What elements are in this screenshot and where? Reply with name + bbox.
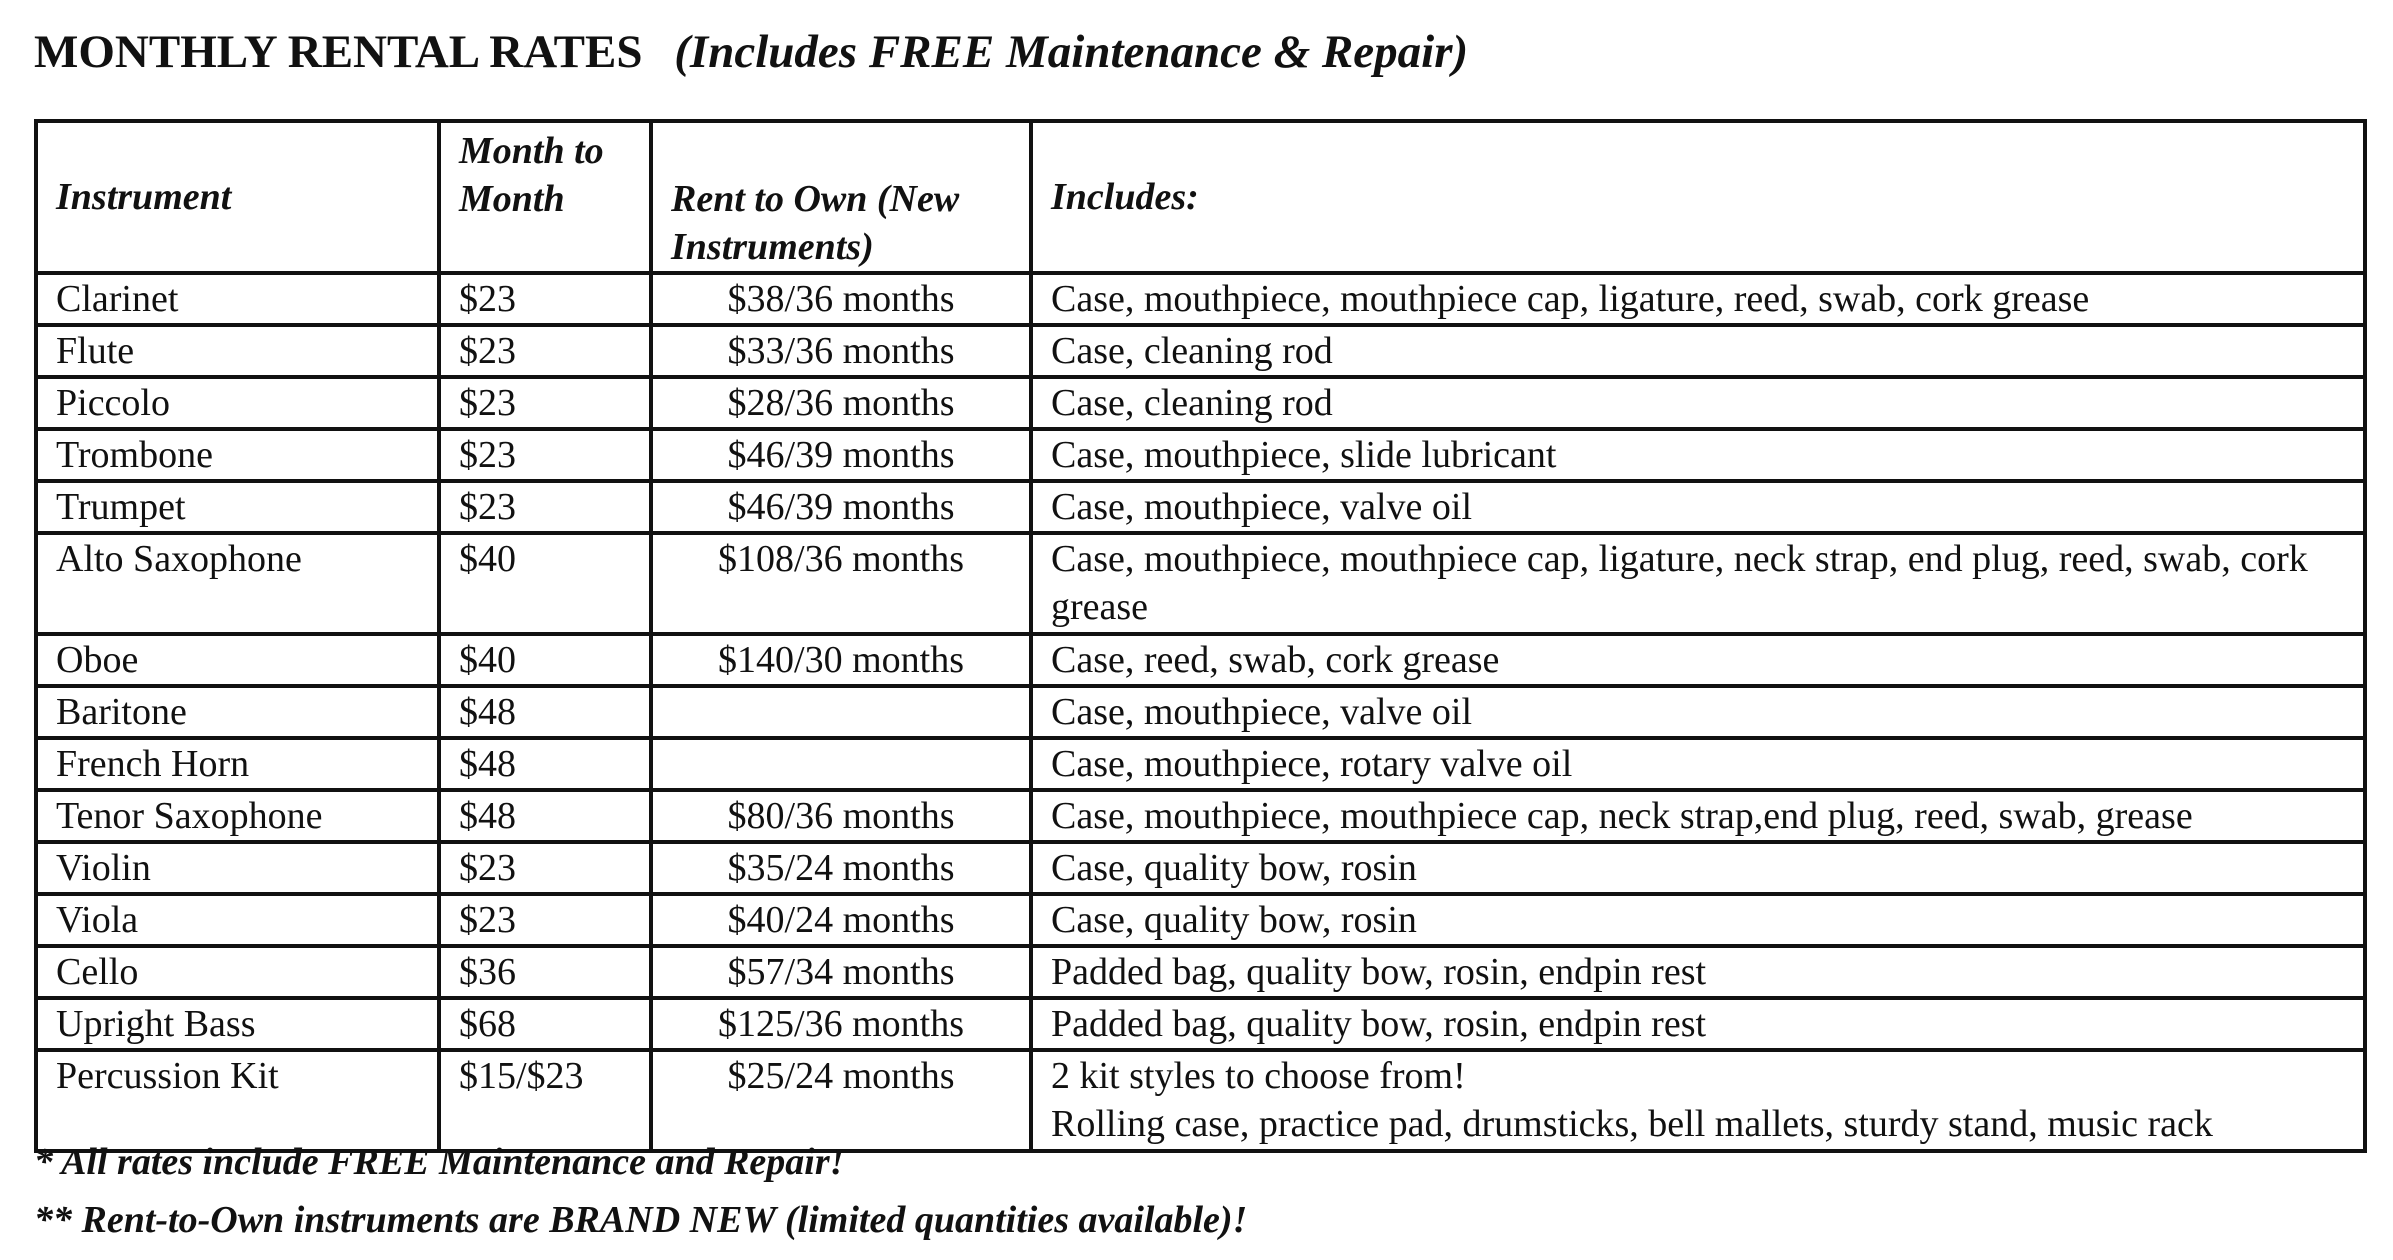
- cell-instrument: Clarinet: [36, 273, 439, 325]
- cell-month-to-month: $23: [439, 842, 651, 894]
- page-title: [34, 22, 2374, 82]
- table-header-row: [36, 121, 2365, 273]
- cell-includes: Case, mouthpiece, mouthpiece cap, ligature, neck strap, end plug, reed, swab, cork grease: [1031, 533, 2365, 634]
- cell-month-to-month: $36: [439, 946, 651, 998]
- cell-instrument: Piccolo: [36, 377, 439, 429]
- cell-instrument: Upright Bass: [36, 998, 439, 1050]
- cell-includes: Case, quality bow, rosin: [1031, 842, 2365, 894]
- table-row: [36, 946, 2365, 998]
- title-main: MONTHLY RENTAL RATES: [34, 26, 643, 78]
- cell-rent-to-own: $57/34 months: [651, 946, 1031, 998]
- table-row: [36, 686, 2365, 738]
- footnote-maintenance: * All rates include FREE Maintenance and Repair!: [34, 1141, 845, 1183]
- cell-rent-to-own: $140/30 months: [651, 634, 1031, 686]
- cell-rent-to-own: $33/36 months: [651, 325, 1031, 377]
- table-row: [36, 429, 2365, 481]
- cell-month-to-month: $40: [439, 634, 651, 686]
- cell-instrument: Viola: [36, 894, 439, 946]
- includes-line: 2 kit styles to choose from!: [1051, 1055, 1466, 1097]
- cell-month-to-month: $15/$23: [439, 1050, 651, 1151]
- cell-includes: Case, cleaning rod: [1031, 325, 2365, 377]
- cell-includes: Case, mouthpiece, slide lubricant: [1031, 429, 2365, 481]
- cell-instrument: Oboe: [36, 634, 439, 686]
- cell-includes: Padded bag, quality bow, rosin, endpin rest: [1031, 998, 2365, 1050]
- cell-rent-to-own: $40/24 months: [651, 894, 1031, 946]
- cell-month-to-month: $23: [439, 894, 651, 946]
- cell-rent-to-own: $125/36 months: [651, 998, 1031, 1050]
- cell-instrument: Cello: [36, 946, 439, 998]
- cell-rent-to-own: [651, 738, 1031, 790]
- cell-includes: Case, mouthpiece, mouthpiece cap, neck strap,end plug, reed, swab, grease: [1031, 790, 2365, 842]
- cell-instrument: Flute: [36, 325, 439, 377]
- cell-rent-to-own: $46/39 months: [651, 429, 1031, 481]
- title-subtitle: (Includes FREE Maintenance & Repair): [674, 26, 1469, 78]
- cell-rent-to-own: $25/24 months: [651, 1050, 1031, 1151]
- table-row: [36, 377, 2365, 429]
- cell-month-to-month: $23: [439, 377, 651, 429]
- cell-instrument: Alto Saxophone: [36, 533, 439, 634]
- cell-instrument: Percussion Kit: [36, 1050, 439, 1151]
- cell-month-to-month: $48: [439, 738, 651, 790]
- cell-month-to-month: $48: [439, 686, 651, 738]
- cell-instrument: Violin: [36, 842, 439, 894]
- cell-instrument: French Horn: [36, 738, 439, 790]
- cell-month-to-month: $23: [439, 429, 651, 481]
- cell-rent-to-own: $46/39 months: [651, 481, 1031, 533]
- cell-rent-to-own: $108/36 months: [651, 533, 1031, 634]
- cell-includes: Case, mouthpiece, valve oil: [1031, 481, 2365, 533]
- table-row: [36, 481, 2365, 533]
- cell-rent-to-own: $35/24 months: [651, 842, 1031, 894]
- table-row: [36, 273, 2365, 325]
- header-month-to-month: Month to Month: [439, 121, 651, 273]
- rental-rates-table: [34, 119, 2367, 1153]
- cell-month-to-month: $48: [439, 790, 651, 842]
- cell-rent-to-own: $38/36 months: [651, 273, 1031, 325]
- table-row: [36, 634, 2365, 686]
- cell-instrument: Baritone: [36, 686, 439, 738]
- table-row: [36, 325, 2365, 377]
- cell-rent-to-own: $80/36 months: [651, 790, 1031, 842]
- includes-line: Rolling case, practice pad, drumsticks, bell mallets, sturdy stand, music rack: [1051, 1103, 2213, 1145]
- cell-includes: Case, quality bow, rosin: [1031, 894, 2365, 946]
- cell-month-to-month: $23: [439, 325, 651, 377]
- table-row: [36, 738, 2365, 790]
- cell-rent-to-own: $28/36 months: [651, 377, 1031, 429]
- cell-includes: Case, mouthpiece, valve oil: [1031, 686, 2365, 738]
- cell-month-to-month: $68: [439, 998, 651, 1050]
- cell-instrument: Trumpet: [36, 481, 439, 533]
- cell-includes: Case, cleaning rod: [1031, 377, 2365, 429]
- cell-month-to-month: $23: [439, 481, 651, 533]
- cell-includes: Case, reed, swab, cork grease: [1031, 634, 2365, 686]
- cell-instrument: Trombone: [36, 429, 439, 481]
- header-instrument: Instrument: [36, 121, 439, 273]
- cell-includes: Case, mouthpiece, rotary valve oil: [1031, 738, 2365, 790]
- footnote-rent-to-own: ** Rent-to-Own instruments are BRAND NEW (limited quantities available)!: [34, 1199, 1248, 1241]
- table-row: [36, 790, 2365, 842]
- table-row: [36, 533, 2365, 634]
- cell-instrument: Tenor Saxophone: [36, 790, 439, 842]
- cell-month-to-month: $23: [439, 273, 651, 325]
- cell-includes: Padded bag, quality bow, rosin, endpin rest: [1031, 946, 2365, 998]
- header-includes: Includes:: [1031, 121, 2365, 273]
- header-rent-to-own: Rent to Own (New Instruments): [651, 121, 1031, 273]
- table-row: [36, 998, 2365, 1050]
- table-row: [36, 842, 2365, 894]
- table-row: [36, 894, 2365, 946]
- cell-rent-to-own: [651, 686, 1031, 738]
- cell-month-to-month: $40: [439, 533, 651, 634]
- cell-includes: Case, mouthpiece, mouthpiece cap, ligature, reed, swab, cork grease: [1031, 273, 2365, 325]
